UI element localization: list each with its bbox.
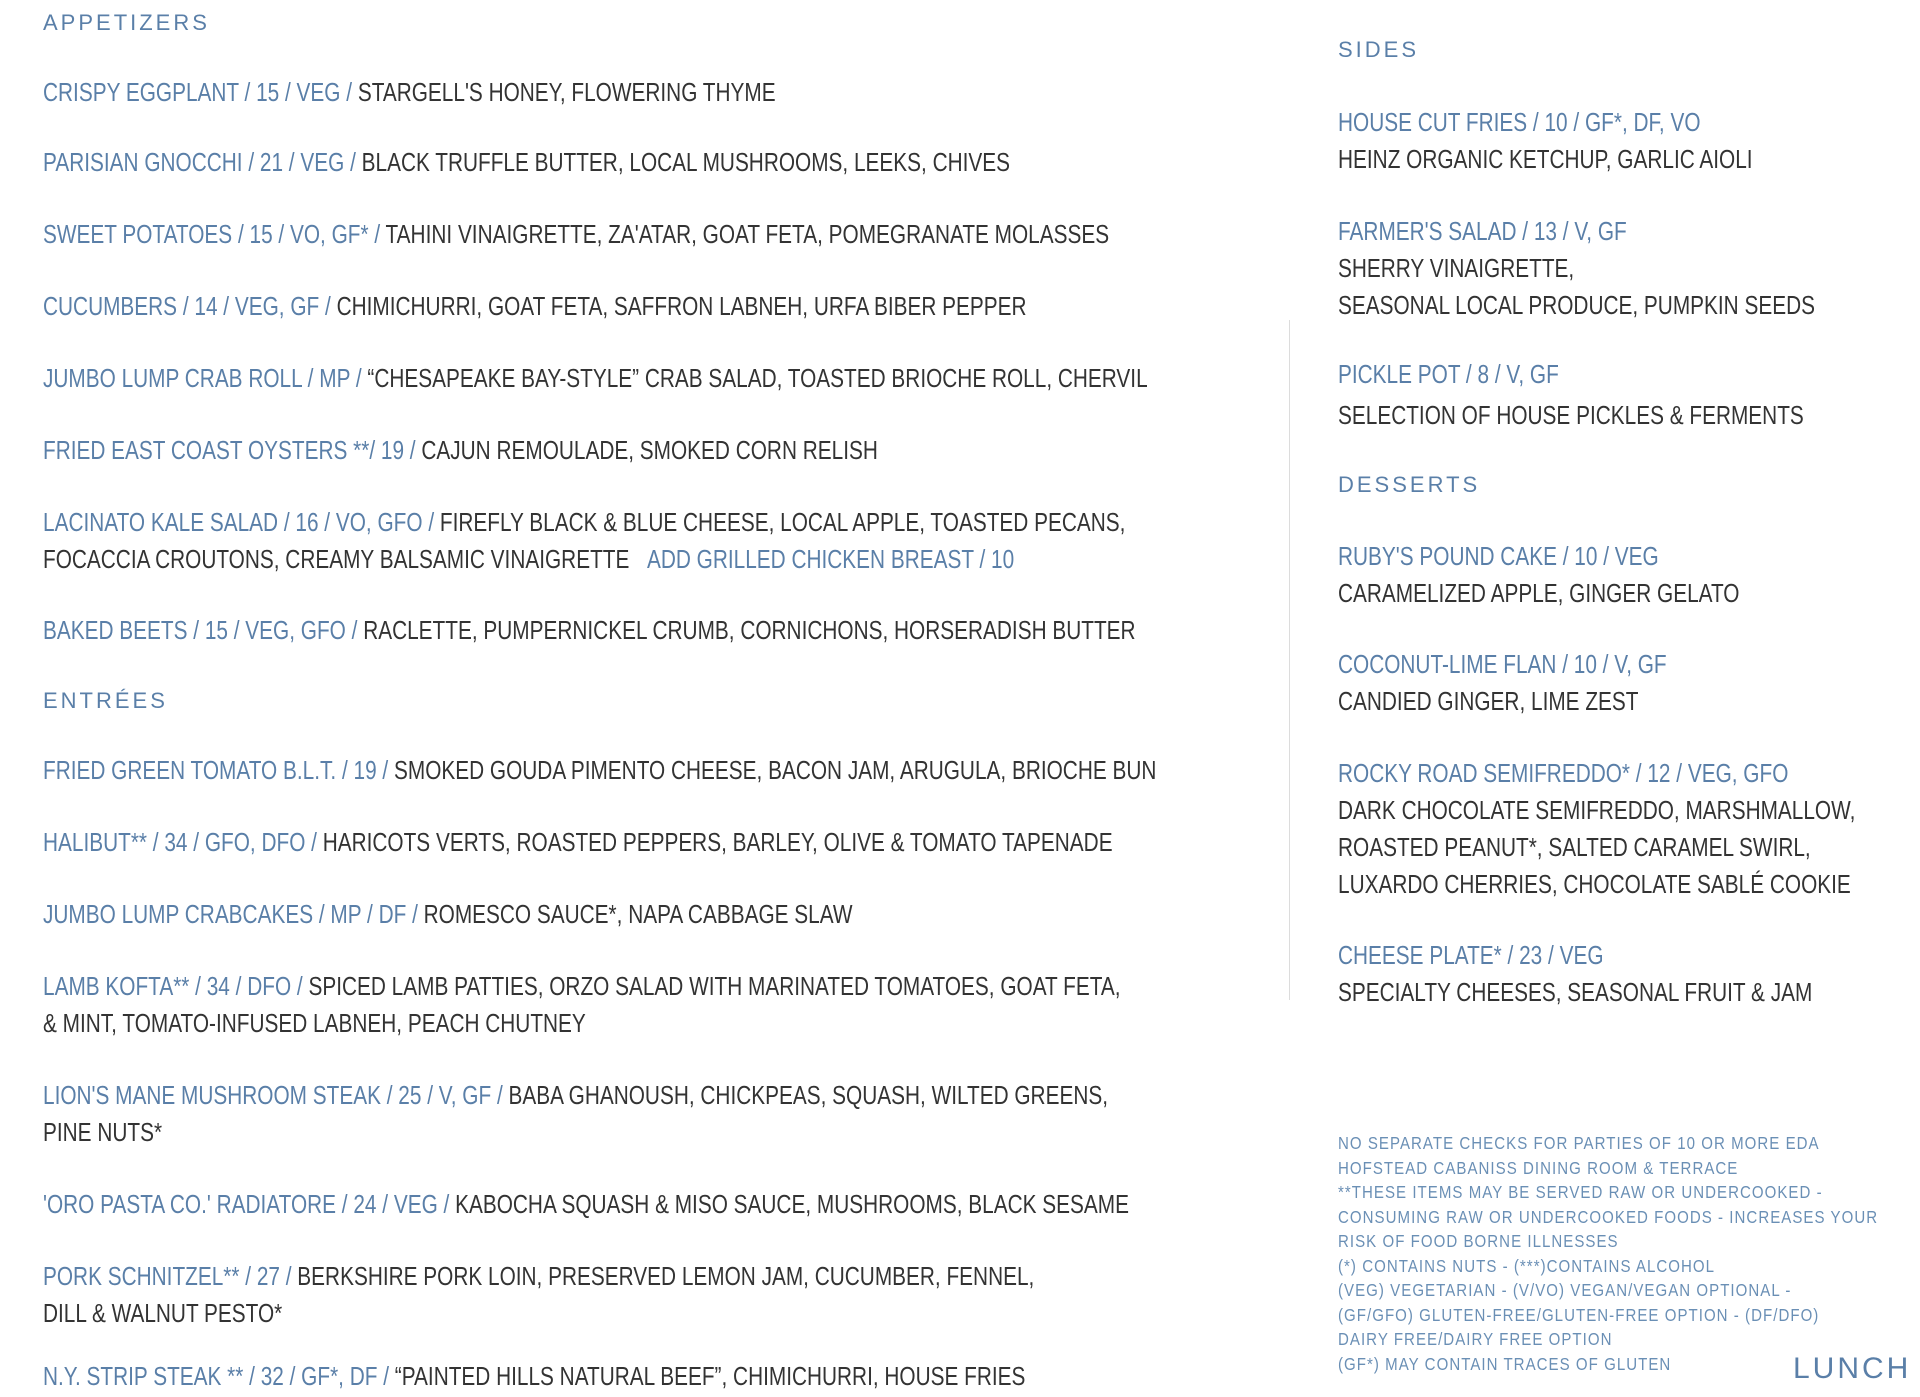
menu-item — [1338, 755, 1856, 903]
item-title: BAKED BEETS / 15 / VEG, GFO / — [43, 615, 364, 645]
item-desc-line2: & MINT, TOMATO-INFUSED LABNEH, PEACH CHUTNEY — [43, 1008, 586, 1038]
note-line: (GF/GFO) GLUTEN-FREE/GLUTEN-FREE OPTION - (DF/DFO) — [1338, 1304, 1820, 1325]
item-desc: CANDIED GINGER, LIME ZEST — [1338, 686, 1639, 716]
item-title: CHEESE PLATE* / 23 / VEG — [1338, 940, 1604, 970]
item-desc: DARK CHOCOLATE SEMIFREDDO, MARSHMALLOW, — [1338, 795, 1856, 825]
item-desc: TAHINI VINAIGRETTE, ZA'ATAR, GOAT FETA, POMEGRANATE MOLASSES — [385, 219, 1110, 249]
note-line: (VEG) VEGETARIAN - (V/VO) VEGAN/VEGAN OPTIONAL - — [1338, 1280, 1792, 1300]
menu-item — [1338, 538, 1778, 612]
note-line: (*) CONTAINS NUTS - (***)CONTAINS ALCOHOL — [1338, 1255, 1716, 1276]
menu-item — [43, 824, 1113, 861]
menu-item — [43, 612, 1136, 649]
item-desc: CAJUN REMOULADE, SMOKED CORN RELISH — [421, 435, 878, 465]
item-title: 'ORO PASTA CO.' RADIATORE / 24 / VEG / — [43, 1189, 456, 1219]
item-desc: HEINZ ORGANIC KETCHUP, GARLIC AIOLI — [1338, 144, 1753, 174]
menu-item — [1338, 213, 1815, 324]
note-line: **THESE ITEMS MAY BE SERVED RAW OR UNDERCOOKED - — [1338, 1182, 1823, 1202]
item-desc: BABA GHANOUSH, CHICKPEAS, SQUASH, WILTED GREENS, — [508, 1080, 1108, 1110]
item-title: HALIBUT** / 34 / GFO, DFO / — [43, 827, 323, 857]
note-line: CONSUMING RAW OR UNDERCOOKED FOODS - INCREASES YOUR — [1338, 1206, 1879, 1227]
item-title: FARMER'S SALAD / 13 / V, GF — [1338, 216, 1627, 246]
menu-item — [43, 504, 1126, 578]
menu-item — [1338, 104, 1778, 178]
dietary-notes — [1338, 1131, 1878, 1376]
item-title: LION'S MANE MUSHROOM STEAK / 25 / V, GF / — [43, 1080, 509, 1110]
menu-item — [43, 1258, 1035, 1332]
item-desc: CHIMICHURRI, GOAT FETA, SAFFRON LABNEH, URFA BIBER PEPPER — [336, 291, 1027, 321]
item-desc: “CHESAPEAKE BAY-STYLE” CRAB SALAD, TOASTED BRIOCHE ROLL, CHERVIL — [367, 363, 1148, 393]
item-desc-line2: PINE NUTS* — [43, 1117, 163, 1147]
sides-heading: SIDES — [1338, 37, 1420, 62]
item-desc-line2: FOCACCIA CROUTONS, CREAMY BALSAMIC VINAIGRETTE — [43, 544, 630, 574]
item-title: LACINATO KALE SALAD / 16 / VO, GFO / — [43, 507, 440, 537]
item-title: CRISPY EGGPLANT / 15 / VEG / — [43, 77, 358, 107]
note-line: (GF*) MAY CONTAIN TRACES OF GLUTEN — [1338, 1353, 1672, 1374]
item-desc-line2: ROASTED PEANUT*, SALTED CARAMEL SWIRL, — [1338, 832, 1811, 862]
item-desc-line2: SEASONAL LOCAL PRODUCE, PUMPKIN SEEDS — [1338, 290, 1815, 320]
item-title: FRIED GREEN TOMATO B.L.T. / 19 / — [43, 755, 394, 785]
note-line: HOFSTEAD CABANISS DINING ROOM & TERRACE — [1338, 1157, 1739, 1178]
menu-item — [43, 288, 1027, 325]
item-title: ROCKY ROAD SEMIFREDDO* / 12 / VEG, GFO — [1338, 758, 1789, 788]
item-addon: ADD GRILLED CHICKEN BREAST / 10 — [646, 544, 1015, 574]
column-divider — [1289, 320, 1290, 1000]
item-desc: BLACK TRUFFLE BUTTER, LOCAL MUSHROOMS, LEEKS, CHIVES — [361, 147, 1011, 177]
item-title: LAMB KOFTA** / 34 / DFO / — [43, 971, 309, 1001]
menu-item — [43, 432, 1003, 469]
item-desc: SPECIALTY CHEESES, SEASONAL FRUIT & JAM — [1338, 977, 1813, 1007]
item-desc-line2: DILL & WALNUT PESTO* — [43, 1298, 283, 1328]
item-desc: STARGELL'S HONEY, FLOWERING THYME — [357, 77, 776, 107]
menu-item — [1338, 646, 1778, 720]
item-desc: SELECTION OF HOUSE PICKLES & FERMENTS — [1338, 400, 1804, 430]
desserts-heading: DESSERTS — [1338, 472, 1481, 497]
item-desc: SHERRY VINAIGRETTE, — [1338, 253, 1575, 283]
item-title: JUMBO LUMP CRABCAKES / MP / DF / — [43, 899, 424, 929]
menu-item — [1338, 356, 1804, 434]
item-title: RUBY'S POUND CAKE / 10 / VEG — [1338, 541, 1659, 571]
item-title: COCONUT-LIME FLAN / 10 / V, GF — [1338, 649, 1667, 679]
item-desc: RACLETTE, PUMPERNICKEL CRUMB, CORNICHONS, HORSERADISH BUTTER — [363, 615, 1136, 645]
item-title: PARISIAN GNOCCHI / 21 / VEG / — [43, 147, 362, 177]
item-desc: “PAINTED HILLS NATURAL BEEF”, CHIMICHURRI, HOUSE FRIES — [394, 1361, 1026, 1391]
item-desc: KABOCHA SQUASH & MISO SAUCE, MUSHROOMS, BLACK SESAME — [455, 1189, 1129, 1219]
item-title: PORK SCHNITZEL** / 27 / — [43, 1261, 298, 1291]
item-title: CUCUMBERS / 14 / VEG, GF / — [43, 291, 337, 321]
item-title: FRIED EAST COAST OYSTERS **/ 19 / — [43, 435, 422, 465]
menu-item — [43, 896, 1003, 933]
item-desc: HARICOTS VERTS, ROASTED PEPPERS, BARLEY, OLIVE & TOMATO TAPENADE — [322, 827, 1113, 857]
menu-item — [1338, 937, 1813, 1011]
item-desc: SPICED LAMB PATTIES, ORZO SALAD WITH MARINATED TOMATOES, GOAT FETA, — [308, 971, 1121, 1001]
note-line: NO SEPARATE CHECKS FOR PARTIES OF 10 OR MORE EDA — [1338, 1133, 1820, 1153]
menu-item — [43, 752, 1157, 789]
appetizers-heading: APPETIZERS — [43, 10, 210, 35]
note-line: DAIRY FREE/DAIRY FREE OPTION — [1338, 1329, 1613, 1349]
menu-item — [43, 1077, 1108, 1151]
menu-item — [43, 968, 1121, 1042]
item-desc: ROMESCO SAUCE*, NAPA CABBAGE SLAW — [423, 899, 853, 929]
item-title: HOUSE CUT FRIES / 10 / GF*, DF, VO — [1338, 107, 1701, 137]
menu-item — [43, 1358, 1026, 1395]
menu-label: LUNCH — [1793, 1352, 1912, 1385]
entrees-heading: ENTRÉES — [43, 688, 168, 713]
item-title: SWEET POTATOES / 15 / VO, GF* / — [43, 219, 386, 249]
menu-item — [43, 1186, 1129, 1223]
item-desc: FIREFLY BLACK & BLUE CHEESE, LOCAL APPLE, TOASTED PECANS, — [439, 507, 1126, 537]
item-desc: BERKSHIRE PORK LOIN, PRESERVED LEMON JAM, CUCUMBER, FENNEL, — [297, 1261, 1035, 1291]
item-desc: SMOKED GOUDA PIMENTO CHEESE, BACON JAM, ARUGULA, BRIOCHE BUN — [394, 755, 1157, 785]
note-line: RISK OF FOOD BORNE ILLNESSES — [1338, 1231, 1619, 1251]
item-title: N.Y. STRIP STEAK ** / 32 / GF*, DF / — [43, 1361, 395, 1391]
menu-item — [43, 360, 1148, 397]
item-title: JUMBO LUMP CRAB ROLL / MP / — [43, 363, 368, 393]
item-desc: CARAMELIZED APPLE, GINGER GELATO — [1338, 578, 1740, 608]
menu-item — [43, 144, 1011, 181]
menu-item — [43, 216, 1110, 253]
item-title: PICKLE POT / 8 / V, GF — [1338, 359, 1559, 389]
menu-item — [43, 74, 1003, 111]
item-desc-line3: LUXARDO CHERRIES, CHOCOLATE SABLÉ COOKIE — [1338, 869, 1851, 899]
